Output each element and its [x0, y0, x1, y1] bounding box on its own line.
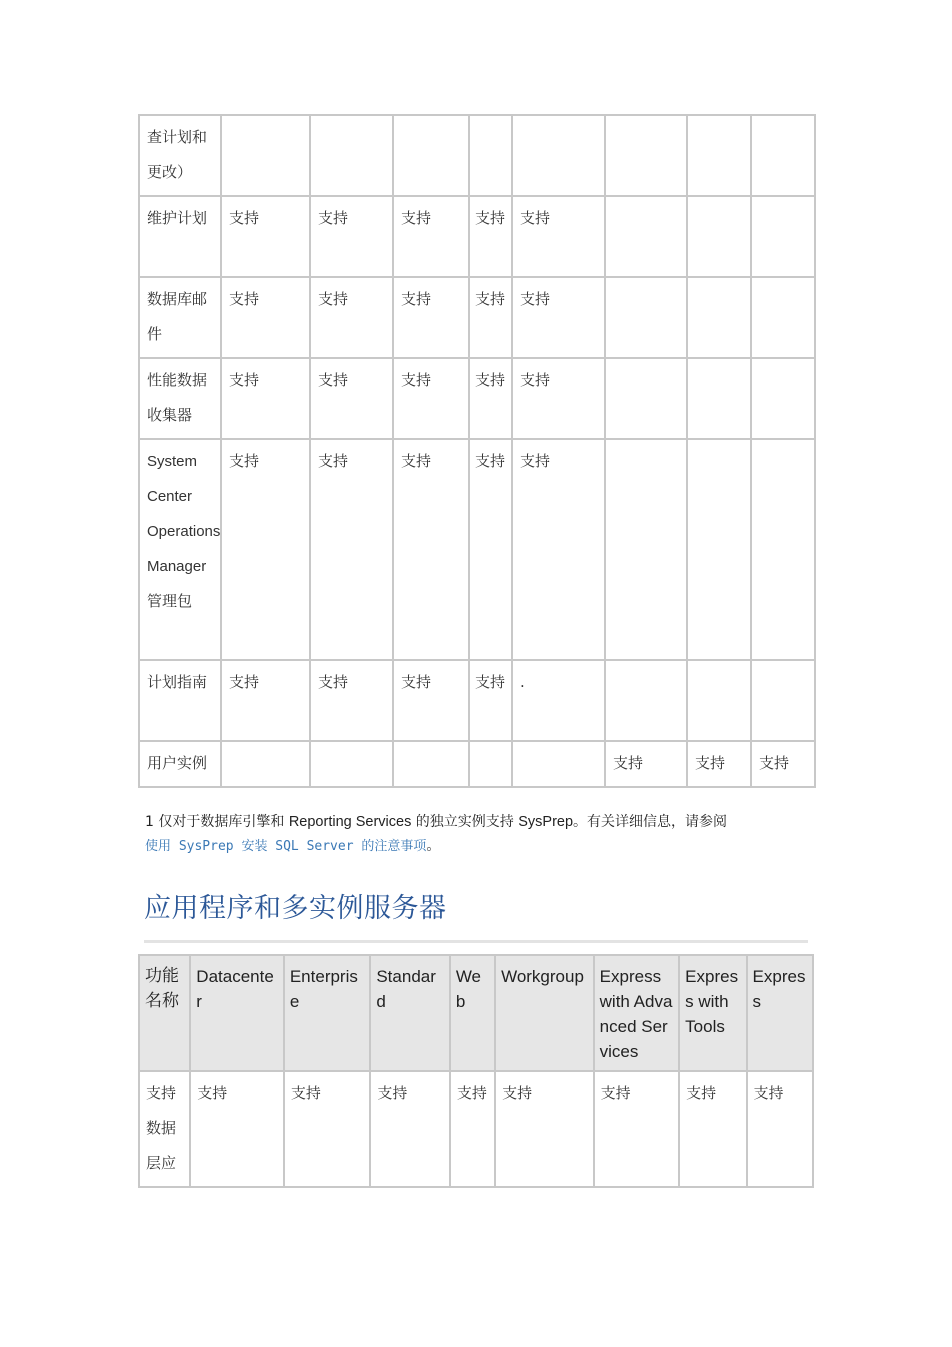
section-heading: 应用程序和多实例服务器: [144, 893, 447, 924]
support-cell: [751, 358, 815, 439]
footnote-marker: 1: [145, 814, 154, 830]
support-cell: [221, 741, 310, 787]
table-row: [139, 115, 815, 196]
support-cell: [751, 115, 815, 196]
support-cell: 支持: [393, 196, 469, 277]
support-cell: [393, 115, 469, 196]
support-cell: 支持: [221, 358, 310, 439]
support-cell: 支持: [512, 439, 605, 660]
support-cell: 支持: [310, 358, 393, 439]
table-row: [139, 277, 815, 358]
column-header: 功能名称: [139, 955, 190, 1071]
app-multi-instance-table: [138, 954, 814, 1188]
support-cell: 支持: [679, 1071, 746, 1187]
column-header: Express with Advanced Services: [594, 955, 680, 1071]
column-header: Workgroup: [495, 955, 594, 1071]
column-header: Express with Tools: [679, 955, 746, 1071]
support-cell: [310, 115, 393, 196]
feature-name-cell: 支持数据层应: [139, 1071, 190, 1187]
support-cell: 支持: [469, 358, 512, 439]
support-cell: 支持: [221, 196, 310, 277]
support-cell: [221, 115, 310, 196]
support-cell: 支持: [393, 660, 469, 741]
support-cell: 支持: [370, 1071, 449, 1187]
footnote-term: SysPrep: [518, 814, 574, 830]
support-cell: [751, 439, 815, 660]
table-row: [139, 439, 815, 660]
support-cell: [687, 196, 751, 277]
feature-name-cell: 数据库邮件: [139, 277, 221, 358]
support-cell: 支持: [469, 660, 512, 741]
support-cell: 支持: [450, 1071, 495, 1187]
support-cell: [605, 358, 687, 439]
support-cell: [751, 196, 815, 277]
sysprep-notes-link[interactable]: 使用 SysPrep 安装 SQL Server 的注意事项: [145, 839, 427, 854]
support-cell: [512, 115, 605, 196]
support-cell: 支持: [284, 1071, 371, 1187]
support-cell: 支持: [469, 196, 512, 277]
feature-name-cell: 用户实例: [139, 741, 221, 787]
support-cell: .: [512, 660, 605, 741]
footnote-text: 。有关详细信息，请参阅: [573, 814, 728, 830]
support-cell: 支持: [469, 439, 512, 660]
footnote-end: 。: [426, 838, 441, 854]
support-cell: 支持: [310, 196, 393, 277]
table-row: [139, 358, 815, 439]
support-cell: [751, 277, 815, 358]
feature-name-cell: 查计划和更改）: [139, 115, 221, 196]
support-cell: [605, 277, 687, 358]
support-cell: [310, 741, 393, 787]
support-cell: 支持: [393, 277, 469, 358]
support-cell: 支持: [221, 439, 310, 660]
feature-support-table-continued: [138, 114, 816, 788]
support-cell: [605, 439, 687, 660]
footnote-text: 仅对于数据库引擎和: [158, 814, 285, 830]
support-cell: [687, 277, 751, 358]
support-cell: 支持: [751, 741, 815, 787]
support-cell: 支持: [221, 660, 310, 741]
table-row: [139, 1071, 813, 1187]
support-cell: [605, 115, 687, 196]
support-cell: 支持: [512, 277, 605, 358]
support-cell: 支持: [393, 358, 469, 439]
support-cell: 支持: [310, 660, 393, 741]
column-header: Enterprise: [284, 955, 371, 1071]
table-row: [139, 660, 815, 741]
feature-name-cell: System Center Operations Manager 管理包: [139, 439, 221, 660]
feature-name-cell: 性能数据收集器: [139, 358, 221, 439]
support-cell: 支持: [393, 439, 469, 660]
support-cell: 支持: [221, 277, 310, 358]
support-cell: 支持: [495, 1071, 594, 1187]
support-cell: [687, 660, 751, 741]
footnote: [145, 810, 815, 859]
feature-name-cell: 维护计划: [139, 196, 221, 277]
support-cell: [687, 439, 751, 660]
support-cell: 支持: [469, 277, 512, 358]
footnote-text: 的独立实例支持: [415, 814, 514, 830]
support-cell: [512, 741, 605, 787]
footnote-term: Reporting Services: [288, 814, 412, 830]
column-header: Datacenter: [190, 955, 284, 1071]
table-row: [139, 741, 815, 787]
support-cell: 支持: [512, 196, 605, 277]
support-cell: 支持: [605, 741, 687, 787]
support-cell: 支持: [594, 1071, 680, 1187]
support-cell: 支持: [512, 358, 605, 439]
column-header: Standard: [370, 955, 449, 1071]
support-cell: [469, 115, 512, 196]
support-cell: [687, 358, 751, 439]
support-cell: [393, 741, 469, 787]
support-cell: 支持: [310, 439, 393, 660]
support-cell: [605, 196, 687, 277]
support-cell: 支持: [747, 1071, 813, 1187]
column-header: Web: [450, 955, 495, 1071]
table-row: [139, 196, 815, 277]
table-header-row: [139, 955, 813, 1071]
support-cell: 支持: [190, 1071, 284, 1187]
column-header: Express: [747, 955, 813, 1071]
heading-divider: [144, 940, 808, 943]
support-cell: 支持: [687, 741, 751, 787]
support-cell: [687, 115, 751, 196]
support-cell: 支持: [310, 277, 393, 358]
support-cell: [605, 660, 687, 741]
feature-name-cell: 计划指南: [139, 660, 221, 741]
support-cell: [751, 660, 815, 741]
support-cell: [469, 741, 512, 787]
